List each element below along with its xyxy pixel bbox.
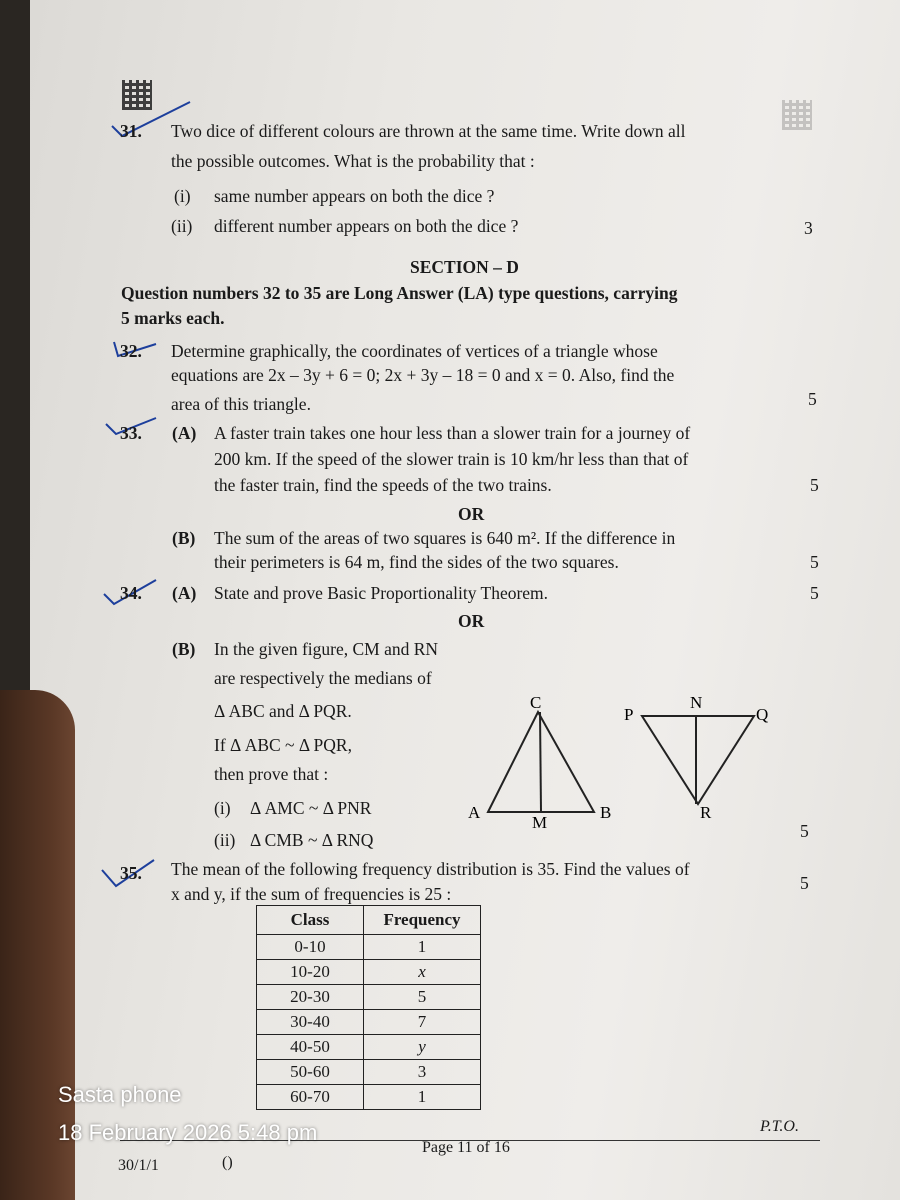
triangles-figure	[460, 690, 780, 840]
label-c: C	[530, 693, 542, 712]
table-row	[257, 1035, 481, 1060]
table-row	[257, 1085, 481, 1110]
frequency-cell: 1	[364, 935, 481, 960]
q31-i-text: same number appears on both the dice ?	[214, 186, 495, 206]
q31-ii-label: (ii)	[171, 216, 193, 236]
frequency-table	[256, 905, 481, 1110]
q31-marks: 3	[804, 218, 813, 238]
label-q: Q	[756, 705, 769, 724]
watermark-timestamp: 18 February 2026 5:48 pm	[58, 1120, 318, 1145]
table-row	[257, 985, 481, 1010]
q34-b-label: (B)	[172, 639, 196, 659]
class-cell: 60-70	[257, 1085, 364, 1110]
class-cell: 30-40	[257, 1010, 364, 1035]
label-m: M	[532, 813, 548, 832]
label-n: N	[690, 693, 703, 712]
q33-number: 33.	[120, 423, 142, 443]
q31-number: 31.	[120, 121, 142, 141]
frequency-cell: y	[364, 1035, 481, 1060]
q35-line2: x and y, if the sum of frequencies is 25 :	[171, 884, 452, 904]
frequency-cell: 3	[364, 1060, 481, 1085]
q34-number: 34.	[120, 583, 142, 603]
q35-marks: 5	[800, 873, 809, 893]
q33-a-line2: 200 km. If the speed of the slower train is 10 km/hr less than that of	[214, 449, 689, 469]
section-title: SECTION – D	[410, 257, 519, 277]
class-cell: 20-30	[257, 985, 364, 1010]
table-row	[257, 1010, 481, 1035]
q34-b-line1: In the given figure, CM and RN	[214, 639, 439, 659]
class-cell: 10-20	[257, 960, 364, 985]
q35-line1: The mean of the following frequency distribution is 35. Find the values of	[171, 859, 690, 879]
q34-b-line5: then prove that :	[214, 764, 329, 784]
q31-line2: the possible outcomes. What is the probability that :	[171, 151, 535, 171]
q34-or: OR	[458, 611, 485, 631]
q31-line1: Two dice of different colours are thrown at the same time. Write down all	[171, 121, 686, 141]
frequency-cell: 5	[364, 985, 481, 1010]
q34-b-marks: 5	[800, 821, 809, 841]
header-class: Class	[257, 906, 364, 935]
label-a: A	[468, 803, 481, 822]
q35-number: 35.	[120, 863, 142, 883]
class-cell: 50-60	[257, 1060, 364, 1085]
q33-a-marks: 5	[810, 475, 819, 495]
triangle-pqr	[642, 716, 754, 804]
header-frequency: Frequency	[364, 906, 481, 935]
label-r: R	[700, 803, 712, 822]
q34-b-line3: Δ ABC and Δ PQR.	[214, 701, 352, 721]
q33-b-label: (B)	[172, 528, 196, 548]
pto-label: P.T.O.	[760, 1118, 799, 1135]
q34-a-marks: 5	[810, 583, 819, 603]
frequency-cell: 7	[364, 1010, 481, 1035]
q31-i-label: (i)	[174, 186, 191, 206]
q33-a-line3: the faster train, find the speeds of the two trains.	[214, 475, 552, 495]
paper-code: 30/1/1	[118, 1157, 159, 1174]
table-row	[257, 1060, 481, 1085]
q33-b-line2: their perimeters is 64 m, find the sides of the two squares.	[214, 552, 619, 572]
q34-i-text: Δ AMC ~ Δ PNR	[250, 798, 372, 818]
section-intro-line1: Question numbers 32 to 35 are Long Answer (LA) type questions, carrying	[121, 283, 678, 303]
q32-marks: 5	[808, 389, 817, 409]
q34-b-line4: If Δ ABC ~ Δ PQR,	[214, 735, 352, 755]
frequency-cell: x	[364, 960, 481, 985]
q33-a-label: (A)	[172, 423, 197, 443]
q34-a-label: (A)	[172, 583, 197, 603]
watermark-device: Sasta phone	[58, 1082, 182, 1107]
q34-ii-text: Δ CMB ~ Δ RNQ	[250, 830, 374, 850]
q33-a-line1: A faster train takes one hour less than a slower train for a journey of	[214, 423, 691, 443]
q33-b-marks: 5	[810, 552, 819, 572]
label-p: P	[624, 705, 634, 724]
q34-b-line2: are respectively the medians of	[214, 668, 432, 688]
frequency-cell: 1	[364, 1085, 481, 1110]
table-row	[257, 960, 481, 985]
class-cell: 40-50	[257, 1035, 364, 1060]
qr-code-faint-icon	[782, 100, 812, 130]
q31-ii-text: different number appears on both the dice ?	[214, 216, 519, 236]
section-intro-line2: 5 marks each.	[121, 308, 225, 328]
q33-or: OR	[458, 504, 485, 524]
q34-ii-label: (ii)	[214, 830, 236, 850]
page-number: Page 11 of 16	[422, 1139, 510, 1156]
triangle-abc	[488, 712, 594, 812]
median-cm	[540, 712, 541, 812]
q34-i-label: (i)	[214, 798, 231, 818]
class-cell: 0-10	[257, 935, 364, 960]
label-b: B	[600, 803, 612, 822]
q32-line2: equations are 2x – 3y + 6 = 0; 2x + 3y – 18 = 0 and x = 0. Also, find the	[171, 365, 675, 385]
q33-b-line1: The sum of the areas of two squares is 640 m². If the difference in	[214, 528, 676, 548]
table-row	[257, 935, 481, 960]
q32-number: 32.	[120, 341, 142, 361]
q32-line1: Determine graphically, the coordinates of vertices of a triangle whose	[171, 341, 658, 361]
q34-a-text: State and prove Basic Proportionality Theorem.	[214, 583, 549, 603]
footer-paren: ()	[222, 1154, 233, 1171]
q32-line3: area of this triangle.	[171, 394, 311, 414]
table-header-row	[257, 906, 481, 935]
